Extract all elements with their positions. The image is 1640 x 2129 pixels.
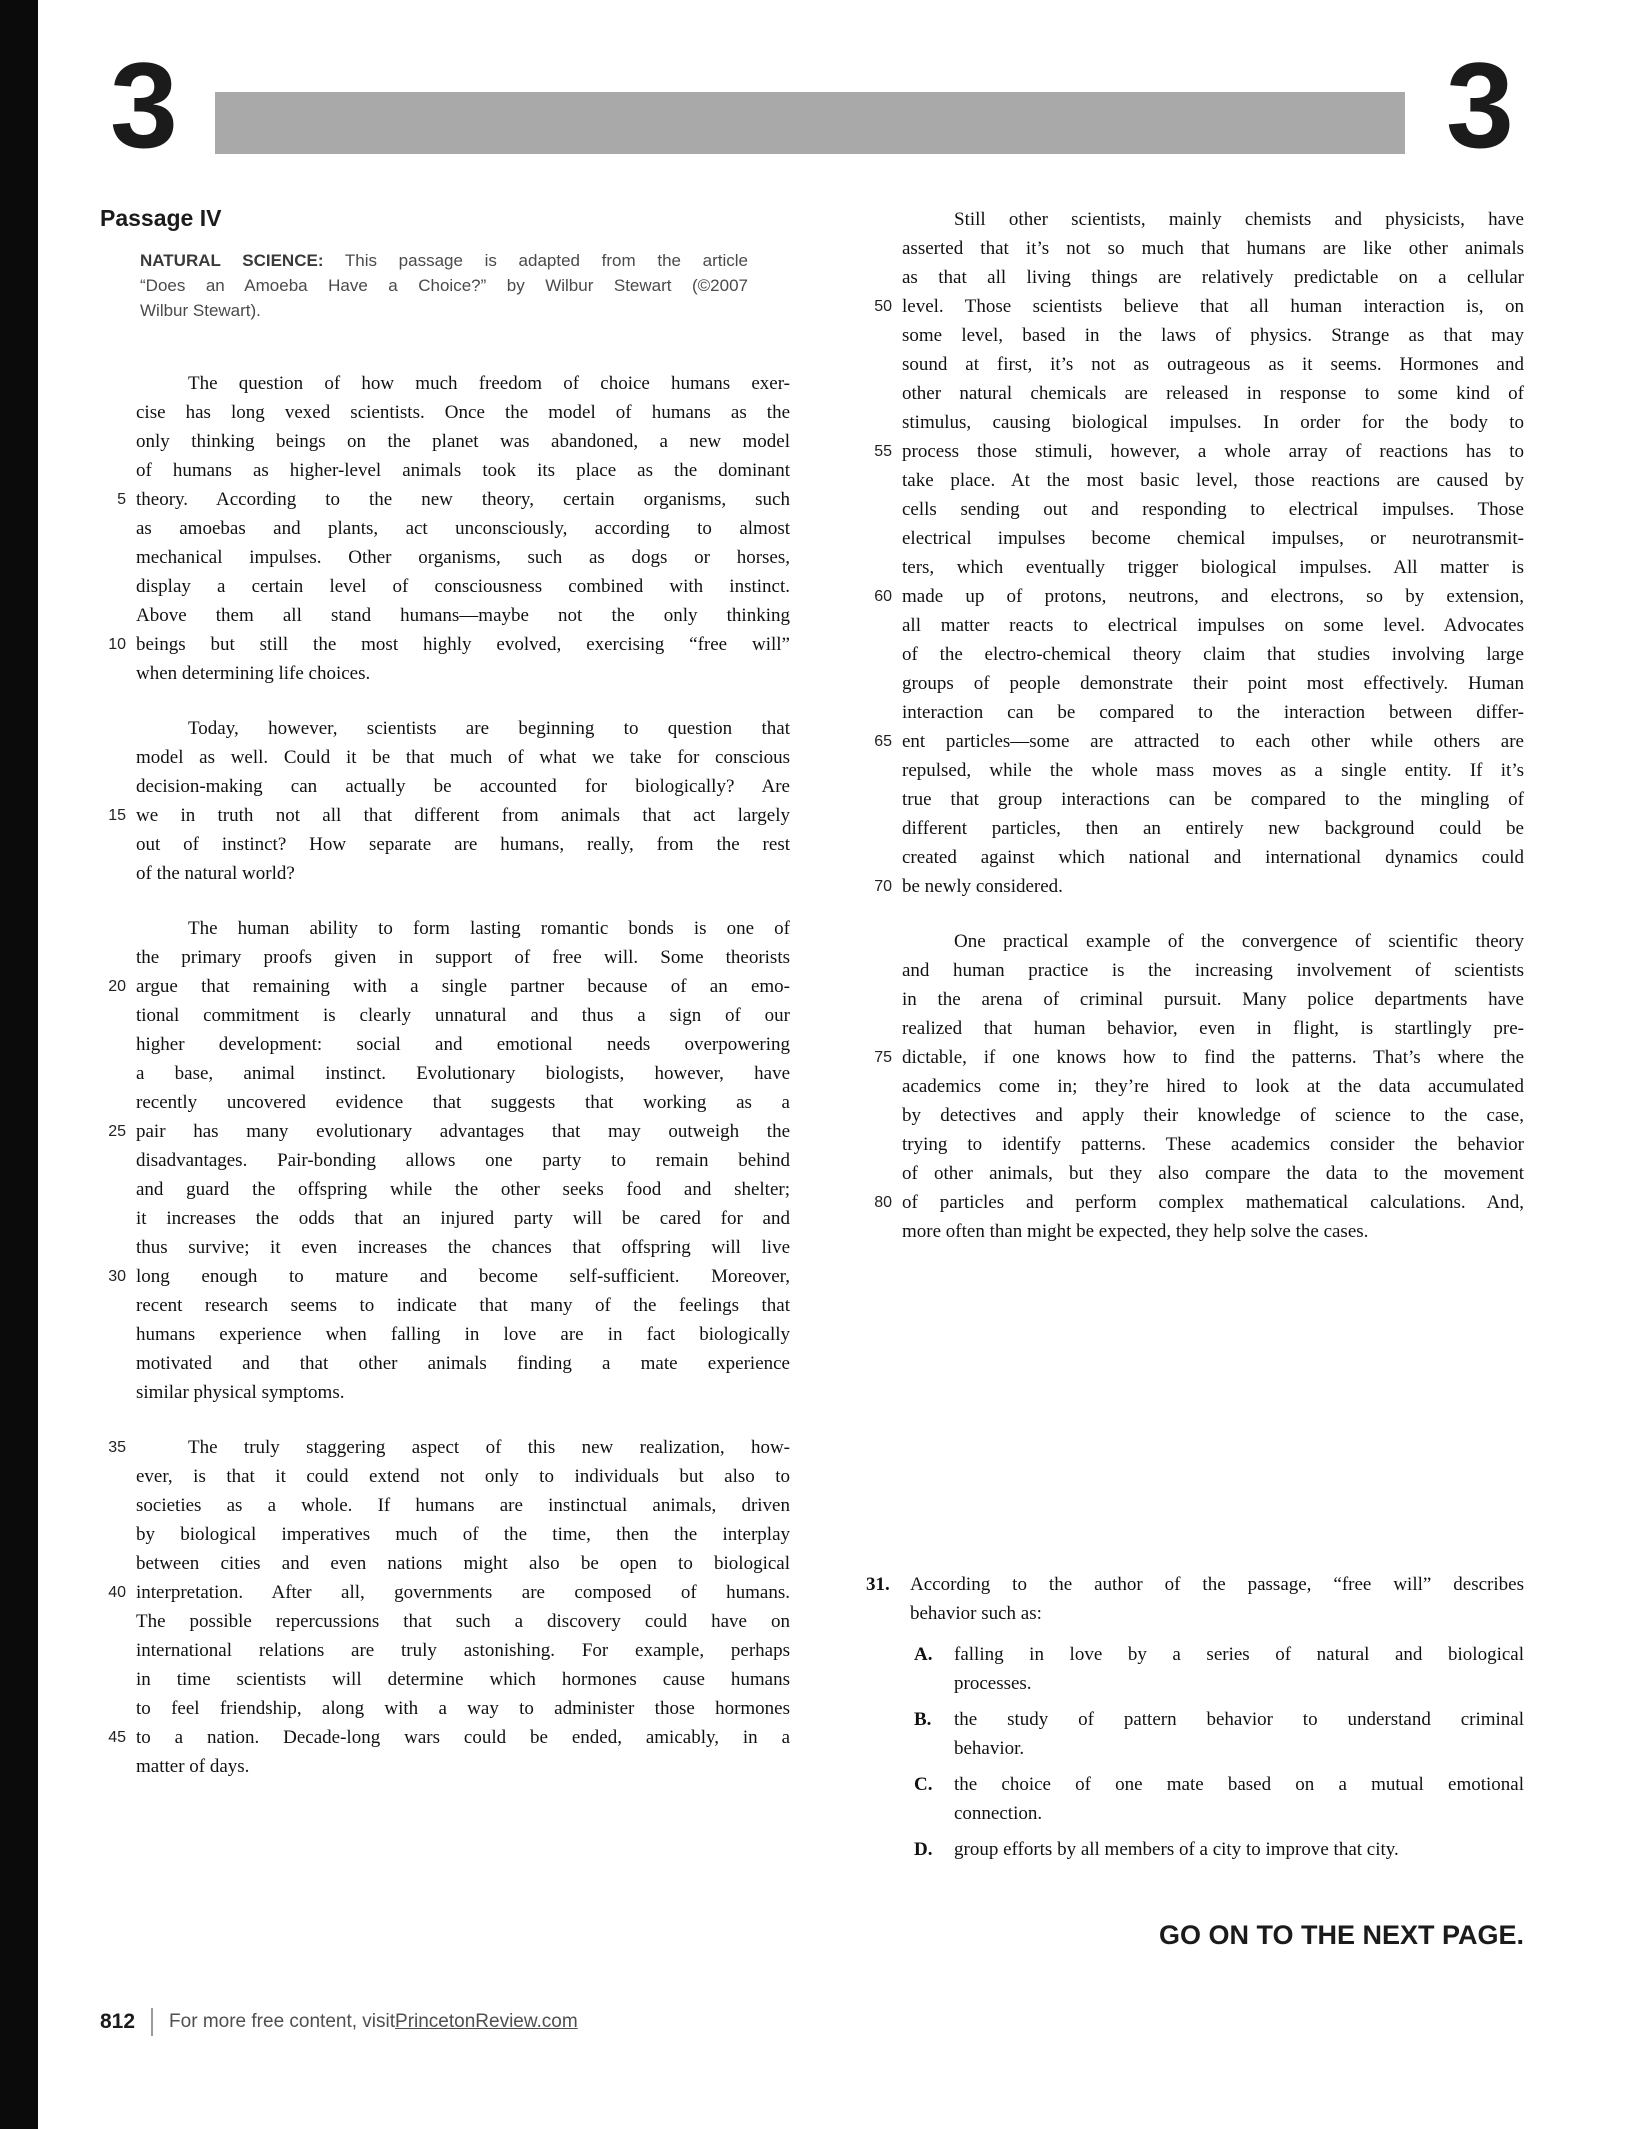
line-number: 70 — [874, 878, 892, 895]
passage-line-row — [866, 611, 1524, 640]
line-number — [100, 943, 136, 972]
passage-line-row — [866, 1014, 1524, 1043]
answer-choice — [914, 1640, 1524, 1698]
line-number — [100, 1059, 136, 1088]
passage-line: only thinking beings on the planet was abandoned, a new model — [136, 431, 790, 452]
go-on-instruction: GO ON TO THE NEXT PAGE. — [1158, 1920, 1524, 1950]
passage-line: argue that remaining with a single partner because of an emo- — [136, 976, 790, 997]
passage-line-row — [100, 943, 790, 972]
passage-line: by detectives and apply their knowledge of science to the case, — [902, 1105, 1524, 1126]
passage-line-row — [100, 1752, 790, 1781]
passage-line: of humans as higher-level animals took its place as the dominant — [136, 460, 790, 481]
line-number — [866, 1130, 902, 1159]
passage-line-row — [100, 659, 790, 688]
line-number — [866, 698, 902, 727]
passage-line-row — [866, 756, 1524, 785]
left-edge-bar — [0, 0, 38, 2129]
passage-line: of other animals, but they also compare the data to the movement — [902, 1163, 1524, 1184]
passage-line: cise has long vexed scientists. Once the model of humans as the — [136, 402, 790, 423]
line-number: 10 — [108, 636, 126, 653]
passage-line-row — [866, 321, 1524, 350]
choice-letter: C. — [914, 1774, 933, 1795]
choice-text-line: the choice of one mate based on a mutual emotional — [954, 1774, 1524, 1795]
passage-line-row — [866, 582, 1524, 611]
passage-line-row — [866, 524, 1524, 553]
line-number — [866, 263, 902, 292]
footer-text: For more free content, visit — [169, 2011, 396, 2032]
passage-line: and guard the offspring while the other seeks food and shelter; — [136, 1179, 790, 1200]
section-number-left: 3 — [110, 37, 174, 173]
passage-line: in the arena of criminal pursuit. Many police departments have — [902, 989, 1524, 1010]
passage-line: in time scientists will determine which hormones cause humans — [136, 1669, 790, 1690]
line-number — [866, 234, 902, 263]
passage-line-row — [100, 1320, 790, 1349]
line-number — [100, 1636, 136, 1665]
passage-line: different particles, then an entirely new background could be — [902, 818, 1524, 839]
passage-paragraph — [100, 1433, 790, 1781]
question-stem-row — [866, 1570, 1524, 1628]
line-number — [100, 1665, 136, 1694]
passage-line: The question of how much freedom of choice humans exer- — [188, 373, 790, 394]
passage-line: dictable, if one knows how to find the patterns. That’s where the — [902, 1047, 1524, 1068]
passage-line: between cities and even nations might also be open to biological — [136, 1553, 790, 1574]
passage-line: groups of people demonstrate their point most effectively. Human — [902, 673, 1524, 694]
line-number — [866, 956, 902, 985]
passage-line: be newly considered. — [902, 876, 1063, 897]
passage-line-row — [100, 1549, 790, 1578]
line-number — [866, 1159, 902, 1188]
answer-choice — [914, 1835, 1524, 1864]
line-number — [866, 524, 902, 553]
passage-line: higher development: social and emotional needs overpowering — [136, 1034, 790, 1055]
line-number — [100, 1520, 136, 1549]
passage-line: The truly staggering aspect of this new realization, how- — [188, 1437, 790, 1458]
passage-line-row — [866, 1043, 1524, 1072]
passage-line: all matter reacts to electrical impulses on some level. Advocates — [902, 615, 1524, 636]
line-number — [866, 321, 902, 350]
intro-line: “Does an Amoeba Have a Choice?” by Wilbur Stewart (©2007 — [140, 276, 748, 295]
page-footer — [100, 2008, 578, 2036]
passage-line: a base, animal instinct. Evolutionary biologists, however, have — [136, 1063, 790, 1084]
passage-line-row — [100, 1665, 790, 1694]
line-number: 60 — [874, 588, 892, 605]
passage-line-row — [866, 698, 1524, 727]
line-number — [100, 659, 136, 688]
line-number — [100, 1320, 136, 1349]
passage-line: process those stimuli, however, a whole array of reactions has to — [902, 441, 1524, 462]
line-number — [866, 466, 902, 495]
passage-line-row — [100, 1117, 790, 1146]
passage-line-row — [100, 972, 790, 1001]
line-number — [866, 205, 902, 234]
line-number — [100, 743, 136, 772]
passage-line-row — [866, 495, 1524, 524]
passage-line: theory. According to the new theory, certain organisms, such — [136, 489, 790, 510]
line-number: 30 — [108, 1268, 126, 1285]
choice-text — [954, 1835, 1524, 1864]
line-number — [100, 830, 136, 859]
line-number — [866, 843, 902, 872]
intro-line-rest: This passage is adapted from the article — [323, 251, 748, 270]
answer-choices — [866, 1640, 1524, 1864]
passage-line-row — [866, 1159, 1524, 1188]
line-number — [100, 1607, 136, 1636]
line-number — [100, 369, 136, 398]
line-number — [100, 1752, 136, 1781]
choice-text-line: processes. — [954, 1673, 1032, 1694]
left-column — [100, 205, 790, 1781]
passage-line-row — [100, 1146, 790, 1175]
choice-text — [954, 1640, 1524, 1698]
choice-text-line: falling in love by a series of natural and biological — [954, 1644, 1524, 1665]
passage-line-row — [100, 427, 790, 456]
question-number: 31. — [866, 1574, 890, 1595]
passage-line-row — [866, 234, 1524, 263]
question-31 — [866, 1570, 1524, 1864]
line-number — [866, 1072, 902, 1101]
line-number: 80 — [874, 1194, 892, 1211]
passage-line-row — [866, 263, 1524, 292]
line-number — [100, 1694, 136, 1723]
passage-line-row — [866, 927, 1524, 956]
passage-line-row — [866, 727, 1524, 756]
line-number: 50 — [874, 298, 892, 315]
passage-line-row — [100, 1520, 790, 1549]
line-number — [100, 1233, 136, 1262]
passage-line-row — [100, 572, 790, 601]
choice-letter: D. — [914, 1839, 933, 1860]
passage-intro — [140, 248, 748, 323]
passage-line-row — [866, 1130, 1524, 1159]
passage-left-paragraphs — [100, 369, 790, 1781]
line-number: 75 — [874, 1049, 892, 1066]
passage-line: The possible repercussions that such a discovery could have on — [136, 1611, 790, 1632]
passage-line: by biological imperatives much of the time, then the interplay — [136, 1524, 790, 1545]
line-number: 20 — [108, 978, 126, 995]
passage-line: interpretation. After all, governments are composed of humans. — [136, 1582, 790, 1603]
passage-line: cells sending out and responding to electrical impulses. Those — [902, 499, 1524, 520]
passage-line: of the electro-chemical theory claim that studies involving large — [902, 644, 1524, 665]
passage-line-row — [100, 1030, 790, 1059]
passage-line: as that all living things are relatively predictable on a cellular — [902, 267, 1524, 288]
line-number — [866, 1217, 902, 1246]
passage-line: trying to identify patterns. These academics consider the behavior — [902, 1134, 1524, 1155]
intro-line — [140, 248, 748, 273]
header-gray-bar — [215, 92, 1405, 154]
choice-letter: B. — [914, 1709, 932, 1730]
passage-line: stimulus, causing biological impulses. In order for the body to — [902, 412, 1524, 433]
passage-line-row — [100, 772, 790, 801]
line-number — [100, 1146, 136, 1175]
passage-line: interaction can be compared to the interaction between differ- — [902, 702, 1524, 723]
passage-line: disadvantages. Pair-bonding allows one party to remain behind — [136, 1150, 790, 1171]
passage-line: the primary proofs given in support of free will. Some theorists — [136, 947, 790, 968]
passage-line-row — [866, 785, 1524, 814]
passage-line: asserted that it’s not so much that humans are like other animals — [902, 238, 1524, 259]
line-number — [100, 398, 136, 427]
passage-line: pair has many evolutionary advantages that may outweigh the — [136, 1121, 790, 1142]
passage-line-row — [100, 1578, 790, 1607]
passage-line-row — [100, 743, 790, 772]
passage-line-row — [100, 1462, 790, 1491]
passage-line-row — [100, 485, 790, 514]
line-number — [866, 611, 902, 640]
passage-line: out of instinct? How separate are humans, really, from the rest — [136, 834, 790, 855]
passage-line-row — [100, 1723, 790, 1752]
passage-line: tional commitment is clearly unnatural and thus a sign of our — [136, 1005, 790, 1026]
passage-line: matter of days. — [136, 1756, 250, 1777]
line-number — [100, 543, 136, 572]
passage-line: mechanical impulses. Other organisms, such as dogs or horses, — [136, 547, 790, 568]
passage-line-row — [100, 1491, 790, 1520]
passage-line-row — [100, 398, 790, 427]
line-number — [100, 1001, 136, 1030]
passage-line: ever, is that it could extend not only to individuals but also to — [136, 1466, 790, 1487]
answer-choice — [914, 1770, 1524, 1828]
passage-right-paragraphs — [866, 205, 1524, 1246]
line-number — [866, 785, 902, 814]
passage-line-row — [866, 350, 1524, 379]
passage-line-row — [100, 1378, 790, 1407]
passage-line-row — [866, 553, 1524, 582]
passage-line-row — [866, 669, 1524, 698]
line-number — [100, 1349, 136, 1378]
passage-line: model as well. Could it be that much of what we take for conscious — [136, 747, 790, 768]
passage-line-row — [100, 601, 790, 630]
passage-line: ters, which eventually trigger biological impulses. All matter is — [902, 557, 1524, 578]
passage-line: to feel friendship, along with a way to administer those hormones — [136, 1698, 790, 1719]
passage-line: we in truth not all that different from animals that act largely — [136, 805, 790, 826]
passage-line: thus survive; it even increases the chances that offspring will live — [136, 1237, 790, 1258]
passage-line: humans experience when falling in love are in fact biologically — [136, 1324, 790, 1345]
passage-line: Still other scientists, mainly chemists and physicists, have — [954, 209, 1524, 230]
passage-line: and human practice is the increasing involvement of scientists — [902, 960, 1524, 981]
line-number: 25 — [108, 1123, 126, 1140]
line-number — [866, 640, 902, 669]
passage-line: similar physical symptoms. — [136, 1382, 345, 1403]
passage-line: as amoebas and plants, act unconsciously, according to almost — [136, 518, 790, 539]
passage-line: true that group interactions can be compared to the mingling of — [902, 789, 1524, 810]
line-number — [866, 985, 902, 1014]
passage-line-row — [866, 814, 1524, 843]
passage-line: One practical example of the convergence of scientific theory — [954, 931, 1524, 952]
line-number: 35 — [108, 1439, 126, 1456]
passage-line-row — [866, 466, 1524, 495]
passage-line: of particles and perform complex mathematical calculations. And, — [902, 1192, 1524, 1213]
passage-paragraph — [866, 927, 1524, 1246]
choice-text-line: behavior. — [954, 1738, 1025, 1759]
passage-line-row — [100, 630, 790, 659]
passage-line-row — [866, 872, 1524, 901]
passage-line-row — [100, 1088, 790, 1117]
passage-line: electrical impulses become chemical impulses, or neurotransmit- — [902, 528, 1524, 549]
passage-line-row — [100, 1059, 790, 1088]
passage-line: it increases the odds that an injured party will be cared for and — [136, 1208, 790, 1229]
passage-line: take place. At the most basic level, those reactions are caused by — [902, 470, 1524, 491]
passage-line: ent particles—some are attracted to each other while others are — [902, 731, 1524, 752]
passage-line-row — [100, 859, 790, 888]
line-number — [100, 427, 136, 456]
passage-line: recent research seems to indicate that many of the feelings that — [136, 1295, 790, 1316]
passage-line-row — [866, 437, 1524, 466]
question-stem — [910, 1570, 1524, 1628]
passage-line: of the natural world? — [136, 863, 295, 884]
line-number — [100, 1175, 136, 1204]
line-number — [866, 814, 902, 843]
line-number — [866, 1101, 902, 1130]
line-number — [100, 714, 136, 743]
passage-line-row — [866, 1188, 1524, 1217]
passage-line-row — [100, 1694, 790, 1723]
line-number: 5 — [117, 491, 126, 508]
line-number: 40 — [108, 1584, 126, 1601]
passage-line-row — [866, 985, 1524, 1014]
line-number — [100, 1462, 136, 1491]
choice-text-line: group efforts by all members of a city to improve that city. — [954, 1839, 1399, 1860]
line-number — [100, 1491, 136, 1520]
line-number: 65 — [874, 733, 892, 750]
passage-line: level. Those scientists believe that all human interaction is, on — [902, 296, 1524, 317]
line-number — [866, 669, 902, 698]
passage-paragraph — [866, 205, 1524, 901]
choice-text — [954, 1705, 1524, 1763]
line-number — [100, 1378, 136, 1407]
passage-line: created against which national and international dynamics could — [902, 847, 1524, 868]
passage-line: international relations are truly astonishing. For example, perhaps — [136, 1640, 790, 1661]
passage-line: more often than might be expected, they help solve the cases. — [902, 1221, 1369, 1242]
line-number: 45 — [108, 1729, 126, 1746]
passage-line-row — [100, 1233, 790, 1262]
passage-line-row — [100, 369, 790, 398]
passage-line-row — [100, 514, 790, 543]
line-number — [100, 1291, 136, 1320]
passage-paragraph — [100, 914, 790, 1407]
line-number — [100, 914, 136, 943]
passage-line-row — [100, 1636, 790, 1665]
passage-line: recently uncovered evidence that suggests that working as a — [136, 1092, 790, 1113]
passage-paragraph — [100, 714, 790, 888]
line-number: 15 — [108, 807, 126, 824]
passage-line-row — [866, 843, 1524, 872]
intro-label: NATURAL SCIENCE: — [140, 251, 324, 270]
choice-text-line: connection. — [954, 1803, 1043, 1824]
line-number — [866, 408, 902, 437]
choice-text-line: the study of pattern behavior to understand criminal — [954, 1709, 1524, 1730]
intro-line: Wilbur Stewart). — [140, 301, 261, 320]
passage-line-row — [100, 914, 790, 943]
passage-line-row — [100, 801, 790, 830]
line-number — [100, 572, 136, 601]
answer-choice — [914, 1705, 1524, 1763]
right-column — [866, 205, 1524, 1951]
line-number — [100, 456, 136, 485]
passage-line-row — [866, 1072, 1524, 1101]
choice-text — [954, 1770, 1524, 1828]
passage-line-row — [100, 1262, 790, 1291]
passage-line-row — [100, 1607, 790, 1636]
passage-line-row — [100, 1433, 790, 1462]
passage-line: Above them all stand humans—maybe not the only thinking — [136, 605, 790, 626]
passage-line-row — [100, 1349, 790, 1378]
passage-line: Today, however, scientists are beginning to question that — [188, 718, 790, 739]
line-number: 55 — [874, 443, 892, 460]
passage-line: long enough to mature and become self-sufficient. Moreover, — [136, 1266, 790, 1287]
passage-line: other natural chemicals are released in response to some kind of — [902, 383, 1524, 404]
passage-line: The human ability to form lasting romantic bonds is one of — [188, 918, 790, 939]
passage-line-row — [100, 714, 790, 743]
passage-line-row — [866, 379, 1524, 408]
passage-line-row — [866, 640, 1524, 669]
line-number — [866, 495, 902, 524]
question-stem-line: behavior such as: — [910, 1603, 1042, 1624]
section-number-right: 3 — [1446, 37, 1510, 173]
line-number — [100, 772, 136, 801]
line-number — [866, 553, 902, 582]
question-stem-line: According to the author of the passage, “free will” describes — [910, 1574, 1524, 1595]
line-number — [866, 350, 902, 379]
passage-heading: Passage IV — [100, 205, 222, 231]
passage-line-row — [100, 543, 790, 572]
passage-line: to a nation. Decade-long wars could be ended, amicably, in a — [136, 1727, 790, 1748]
passage-line: some level, based in the laws of physics. Strange as that may — [902, 325, 1524, 346]
line-number — [866, 1014, 902, 1043]
passage-line: display a certain level of consciousness combined with instinct. — [136, 576, 790, 597]
passage-line-row — [100, 1175, 790, 1204]
line-number — [866, 379, 902, 408]
passage-line: realized that human behavior, even in flight, is startlingly pre- — [902, 1018, 1524, 1039]
passage-line: sound at first, it’s not as outrageous as it seems. Hormones and — [902, 354, 1524, 375]
passage-line-row — [866, 1101, 1524, 1130]
line-number — [100, 601, 136, 630]
passage-line-row — [100, 1291, 790, 1320]
passage-line-row — [100, 1204, 790, 1233]
passage-line-row — [100, 1001, 790, 1030]
line-number — [100, 1088, 136, 1117]
passage-line: motivated and that other animals finding a mate experience — [136, 1353, 790, 1374]
passage-line: beings but still the most highly evolved, exercising “free will” — [136, 634, 790, 655]
passage-line: academics come in; they’re hired to look at the data accumulated — [902, 1076, 1524, 1097]
line-number — [866, 756, 902, 785]
passage-line: decision-making can actually be accounted for biologically? Are — [136, 776, 790, 797]
passage-line-row — [866, 205, 1524, 234]
page-number: 812 — [100, 2010, 136, 2033]
passage-line-row — [100, 456, 790, 485]
line-number — [100, 1204, 136, 1233]
line-number — [100, 1030, 136, 1059]
passage-line-row — [866, 1217, 1524, 1246]
passage-line-row — [866, 292, 1524, 321]
line-number — [100, 1549, 136, 1578]
footer-link[interactable]: PrincetonReview.com — [395, 2011, 578, 2032]
choice-letter: A. — [914, 1644, 933, 1665]
passage-line-row — [866, 408, 1524, 437]
line-number — [100, 859, 136, 888]
line-number — [866, 927, 902, 956]
footer-divider — [151, 2008, 153, 2036]
passage-line-row — [866, 956, 1524, 985]
passage-line: repulsed, while the whole mass moves as a single entity. If it’s — [902, 760, 1524, 781]
passage-line: made up of protons, neutrons, and electrons, so by extension, — [902, 586, 1524, 607]
passage-paragraph — [100, 369, 790, 688]
passage-line-row — [100, 830, 790, 859]
passage-line: when determining life choices. — [136, 663, 371, 684]
passage-line: societies as a whole. If humans are instinctual animals, driven — [136, 1495, 790, 1516]
line-number — [100, 514, 136, 543]
